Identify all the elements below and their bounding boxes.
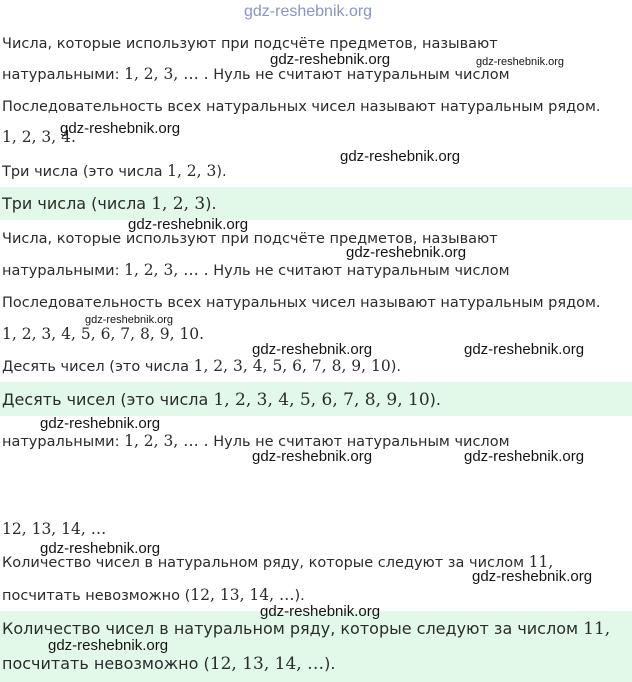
answer-highlight (2, 655, 335, 673)
definition-text: натуральными: (2, 263, 125, 279)
math-expression: 1, 2, 3 (151, 194, 206, 214)
watermark: gdz-reshebnik.org (346, 244, 467, 261)
answer-part: ). (205, 194, 217, 213)
answer-part: ). (294, 588, 305, 604)
watermark: gdz-reshebnik.org (464, 448, 585, 465)
watermark: gdz-reshebnik.org (260, 603, 381, 620)
watermark: gdz-reshebnik.org (60, 120, 181, 137)
watermark: gdz-reshebnik.org (472, 568, 593, 585)
watermark-top: gdz-reshebnik.org (244, 3, 373, 20)
answer-part: Количество чисел в натуральном ряду, которые следуют за числом (2, 555, 529, 571)
math-expression: 1, 2, 3 (167, 162, 217, 180)
watermark: gdz-reshebnik.org (40, 540, 161, 557)
answer-part: ). (324, 654, 336, 673)
definition-text: Нуль не считают натуральным числом (208, 434, 510, 450)
answer-part: ). (216, 164, 227, 180)
math-expression: 12, 13, 14, … (190, 586, 295, 604)
math-expression: 1, 2, 3, 4. (2, 128, 76, 146)
watermark: gdz-reshebnik.org (464, 341, 585, 358)
definition-text: Последовательность всех натуральных чисел называют натуральным рядом. (2, 295, 601, 311)
math-expression: 12, 13, 14, … (2, 520, 107, 538)
watermark: gdz-reshebnik.org (128, 216, 249, 233)
definition-text: Нуль не считают натуральным числом (208, 263, 510, 279)
watermark: gdz-reshebnik.org (340, 148, 461, 165)
definition-text: натуральными: (2, 67, 125, 83)
sequence-example (2, 325, 204, 344)
watermark: gdz-reshebnik.org (252, 448, 373, 465)
watermark: gdz-reshebnik.org (40, 415, 161, 432)
natural-number-definition (2, 65, 510, 84)
answer-part: ). (429, 390, 441, 409)
answer-text (2, 162, 227, 181)
natural-series-definition (2, 294, 601, 312)
answer-text (2, 357, 401, 376)
math-expression: 1, 2, 3, 4, 5, 6, 7, 8, 9, 10. (2, 325, 205, 343)
answer-part: Три числа (это числа (2, 164, 168, 180)
watermark: gdz-reshebnik.org (270, 51, 391, 68)
natural-series-definition (2, 98, 601, 116)
math-expression: 1, 2, 3, … . (124, 65, 209, 83)
answer-part: ). (390, 359, 402, 375)
answer-highlight (2, 620, 610, 638)
definition-text: Последовательность всех натуральных чисел называют натуральным рядом. (2, 99, 601, 115)
math-expression: 1, 2, 3, … . (124, 432, 209, 450)
answer-part: посчитать невозможно ( (2, 588, 191, 604)
answer-highlight (2, 391, 441, 409)
natural-number-definition (2, 261, 510, 280)
answer-part: Десять чисел (это числа (2, 359, 194, 375)
answer-part: Десять чисел (это числа (2, 390, 214, 409)
math-expression: 1, 2, 3, … . (124, 261, 209, 279)
math-expression: 1, 2, 3, 4, 5, 6, 7, 8, 9, 10 (213, 390, 430, 410)
natural-number-definition (2, 35, 498, 53)
math-expression: 11, (528, 553, 554, 571)
definition-text: Числа, которые используют при подсчёте предметов, называют (2, 231, 498, 247)
definition-text: Числа, которые используют при подсчёте предметов, называют (2, 36, 498, 52)
answer-highlight (2, 195, 217, 213)
answer-part: посчитать невозможно ( (2, 654, 210, 673)
watermark: gdz-reshebnik.org (85, 314, 174, 326)
math-expression: 12, 13, 14, … (209, 654, 325, 674)
math-expression: 1, 2, 3, 4, 5, 6, 7, 8, 9, 10 (193, 357, 391, 375)
sequence-example (2, 520, 106, 539)
answer-part: Количество чисел в натуральном ряду, которые следуют за числом (2, 619, 584, 638)
definition-text: натуральными: (2, 434, 125, 450)
watermark: gdz-reshebnik.org (476, 56, 565, 68)
watermark: gdz-reshebnik.org (252, 341, 373, 358)
answer-part: Три числа (числа (2, 194, 152, 213)
definition-text: Нуль не считают натуральным числом (208, 67, 510, 83)
watermark: gdz-reshebnik.org (48, 637, 169, 654)
math-expression: 11, (583, 619, 611, 639)
